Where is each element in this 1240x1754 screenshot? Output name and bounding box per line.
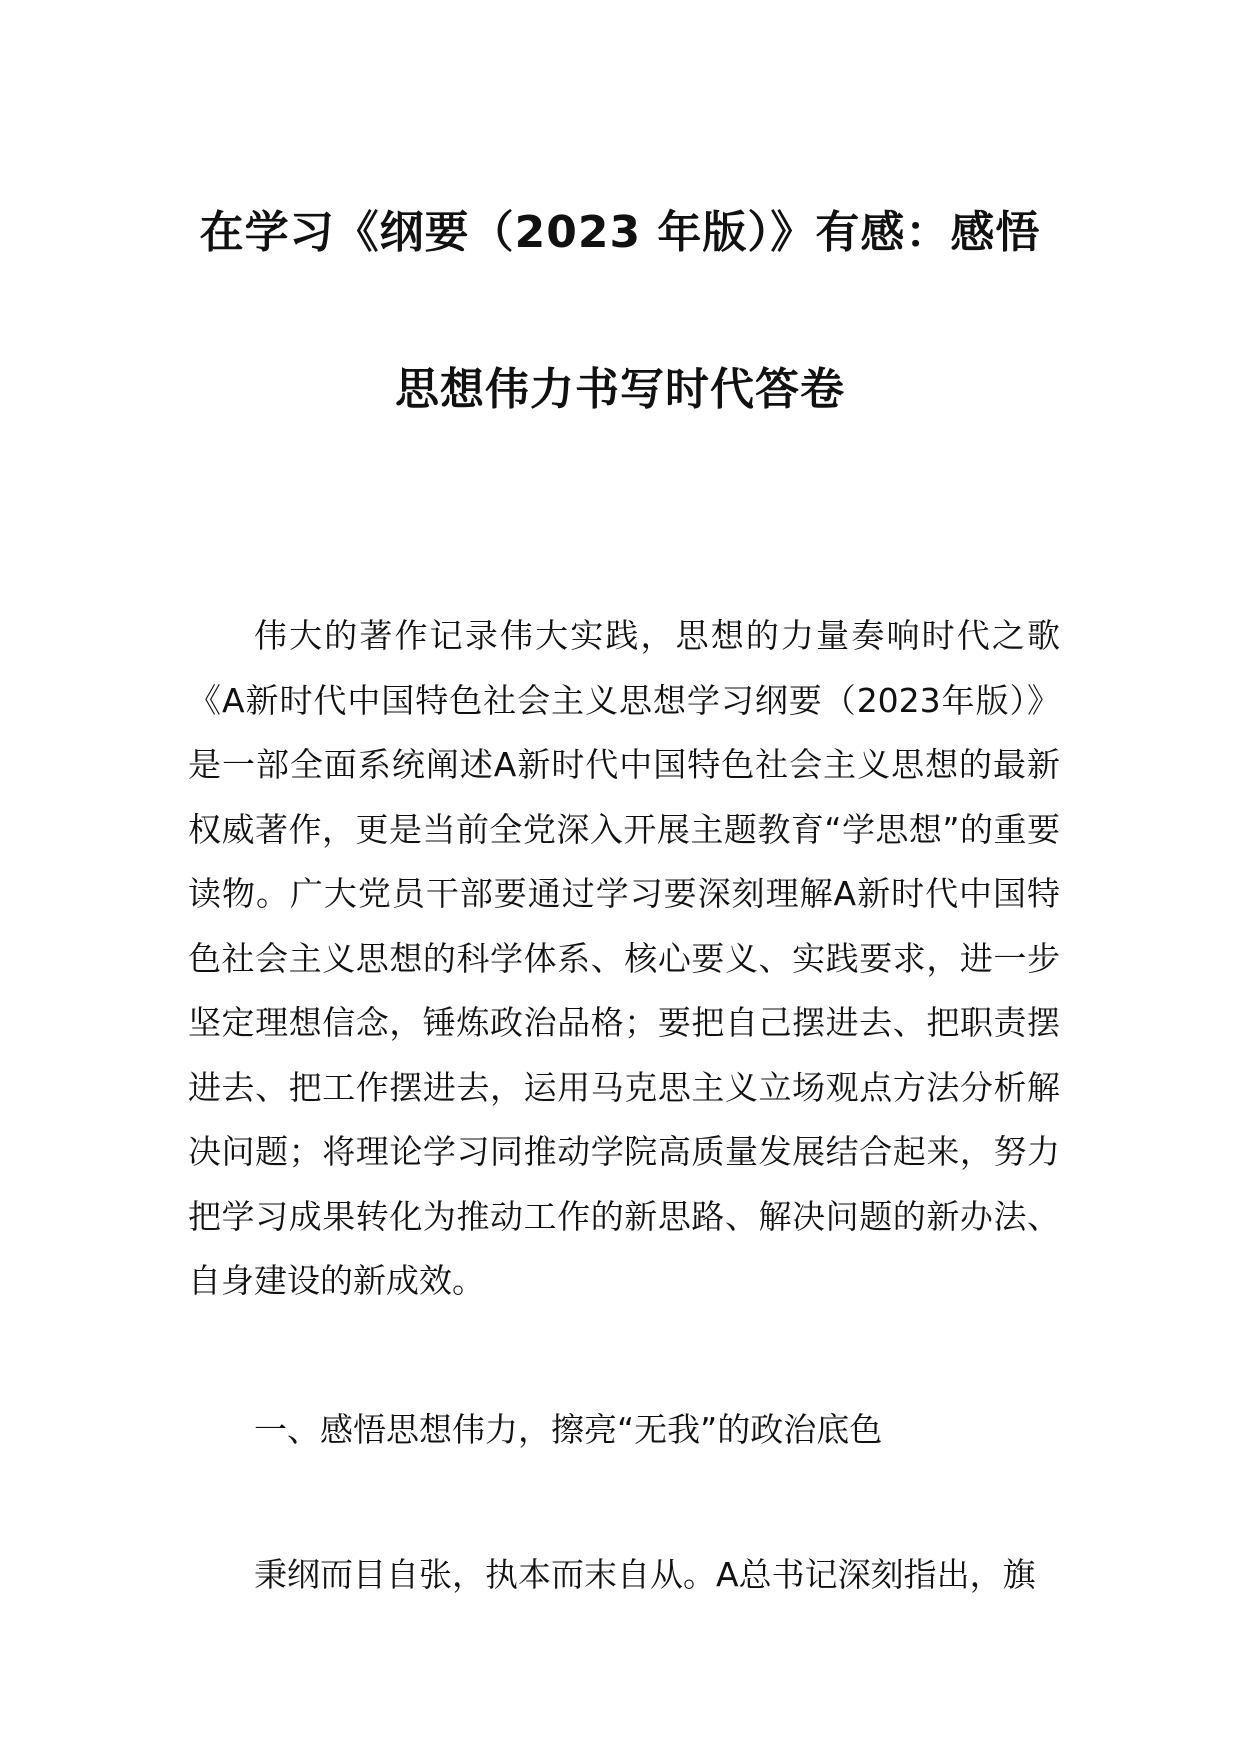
document-title-line-2: 思想伟力书写时代答卷 (395, 364, 845, 415)
next-paragraph: 秉纲而目自张，执本而末自从。A总书记深刻指出，旗 (254, 1555, 1036, 1594)
intro-paragraph: 伟大的著作记录伟大实践，思想的力量奏响时代之歌《A新时代中国特色社会主义思想学习纲要（2023年版）》是一部全面系统阐述A新时代中国特色社会主义思想的最新权威著作，更是当前全党深入开展主题教育“学思想”的重要读物。广大党员干部要通过学习要深刻理解A新时代中国特色社会主义思想的科学体系、核心要义、实践要求，进一步坚定理想信念，锤炼政治品格；要把自己摆进去、把职责摆进去、把工作摆进去，运用马克思主义立场观点方法分析解决问题；将理论学习同推动学院高质量发展结合起来，努力把学习成果转化为推动工作的新思路、解决问题的新办法、自身建设的新成效。 (188, 616, 1060, 1300)
next-section (188, 1543, 1060, 1608)
document-title-line-1: 在学习《纲要（2023 年版）》有感：感悟 (199, 207, 1041, 258)
section-heading: 一、感悟思想伟力，擦亮“无我”的政治底色 (254, 1410, 883, 1449)
intro-section (188, 604, 1060, 1314)
